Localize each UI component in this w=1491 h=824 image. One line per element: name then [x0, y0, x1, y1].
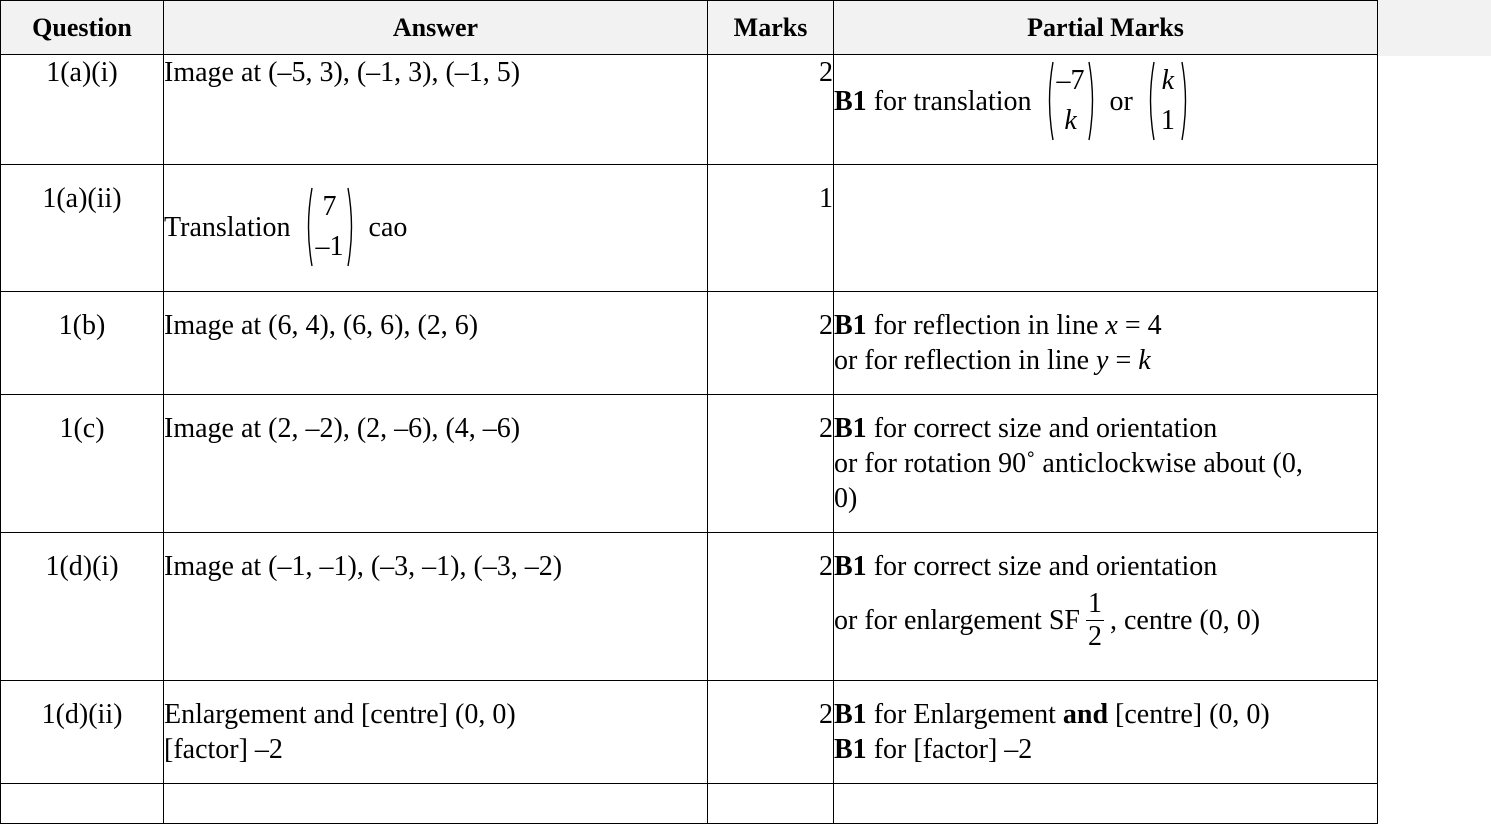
partial-marks-cell — [834, 165, 1378, 292]
b1-mark: B1 — [834, 310, 867, 341]
partial-text: or for rotation 90˚ anticlockwise about (0, — [834, 448, 1303, 479]
answer-cell: Image at (2, –2), (2, –6), (4, –6) — [164, 395, 708, 533]
vector-top: 7 — [322, 191, 337, 222]
marks-cell: 2 — [708, 292, 834, 395]
table-row — [1, 55, 1378, 165]
fraction-denominator: 2 — [1087, 621, 1102, 652]
marks-cell — [708, 784, 834, 824]
partial-text: for Enlargement — [866, 699, 1063, 730]
partial-marks-cell — [834, 533, 1378, 681]
question-cell: 1(a)(i) — [1, 55, 164, 165]
vector-bottom: k — [1064, 105, 1077, 136]
partial-text: , centre (0, 0) — [1109, 605, 1261, 636]
answer-cell — [164, 784, 708, 824]
answer-cell: Image at (–5, 3), (–1, 3), (–1, 5) — [164, 55, 708, 165]
partial-text: = 4 — [1117, 310, 1162, 341]
vector-top: k — [1161, 65, 1175, 96]
partial-text: for reflection in line — [866, 310, 1106, 341]
partial-text: for correct size and orientation — [866, 551, 1218, 582]
vector-top: –7 — [1056, 65, 1085, 96]
left-paren-icon — [1045, 61, 1054, 141]
b1-mark: B1 — [834, 699, 867, 730]
table-row — [1, 681, 1378, 784]
b1-mark: B1 — [834, 551, 867, 582]
marks-cell: 2 — [708, 395, 834, 533]
partial-text: for [factor] –2 — [866, 734, 1033, 765]
answer-text: Translation — [164, 211, 291, 243]
partial-marks-cell — [834, 784, 1378, 824]
partial-text: 0) — [834, 483, 858, 514]
question-cell: 1(b) — [1, 292, 164, 395]
question-cell: 1(a)(ii) — [1, 165, 164, 292]
answer-text: Enlargement and [centre] (0, 0) — [164, 699, 516, 730]
header-question: Question — [1, 1, 164, 55]
b1-mark: B1 — [834, 413, 867, 444]
header-background-extension — [1376, 0, 1491, 56]
answer-cell: Image at (6, 4), (6, 6), (2, 6) — [164, 292, 708, 395]
b1-mark: B1 — [834, 85, 867, 117]
table-row — [1, 784, 1378, 824]
partial-marks-cell — [834, 55, 1378, 165]
partial-text: or for reflection in line — [834, 345, 1097, 376]
marks-cell: 2 — [708, 533, 834, 681]
marks-cell: 2 — [708, 55, 834, 165]
math-var: x — [1105, 310, 1118, 341]
partial-text: for translation — [866, 85, 1032, 117]
question-cell: 1(c) — [1, 395, 164, 533]
partial-text: or for enlargement SF — [834, 605, 1080, 636]
math-var: y — [1096, 345, 1109, 376]
question-cell — [1, 784, 164, 824]
vector-bottom: 1 — [1160, 105, 1175, 136]
fraction-numerator: 1 — [1087, 588, 1102, 619]
header-answer: Answer — [164, 1, 708, 55]
vector-bottom: –1 — [315, 231, 344, 262]
or-text: or — [1109, 85, 1133, 117]
column-vector — [1045, 61, 1097, 141]
partial-marks-cell — [834, 395, 1378, 533]
table-row — [1, 165, 1378, 292]
left-paren-icon — [1146, 61, 1155, 141]
table-row — [1, 395, 1378, 533]
right-paren-icon — [347, 187, 356, 267]
partial-text-bold: and — [1062, 699, 1109, 730]
math-var: k — [1138, 345, 1151, 376]
partial-marks-cell — [834, 681, 1378, 784]
column-vector — [304, 187, 356, 267]
answer-text: cao — [368, 211, 408, 243]
b1-mark: B1 — [834, 734, 867, 765]
column-vector — [1146, 61, 1190, 141]
partial-text: = — [1108, 345, 1139, 376]
question-cell: 1(d)(ii) — [1, 681, 164, 784]
marks-cell: 1 — [708, 165, 834, 292]
answer-text: [factor] –2 — [164, 734, 283, 765]
header-partial-marks: Partial Marks — [834, 1, 1378, 55]
header-row — [1, 1, 1378, 55]
table-row — [1, 292, 1378, 395]
answer-cell — [164, 165, 708, 292]
partial-marks-cell — [834, 292, 1378, 395]
left-paren-icon — [304, 187, 313, 267]
marks-cell: 2 — [708, 681, 834, 784]
answer-cell — [164, 681, 708, 784]
right-paren-icon — [1181, 61, 1190, 141]
partial-text: for correct size and orientation — [866, 413, 1218, 444]
table-row — [1, 533, 1378, 681]
answer-cell: Image at (–1, –1), (–3, –1), (–3, –2) — [164, 533, 708, 681]
right-paren-icon — [1088, 61, 1097, 141]
fraction — [1086, 588, 1104, 653]
header-marks: Marks — [708, 1, 834, 55]
question-cell: 1(d)(i) — [1, 533, 164, 681]
partial-text: [centre] (0, 0) — [1108, 699, 1270, 730]
